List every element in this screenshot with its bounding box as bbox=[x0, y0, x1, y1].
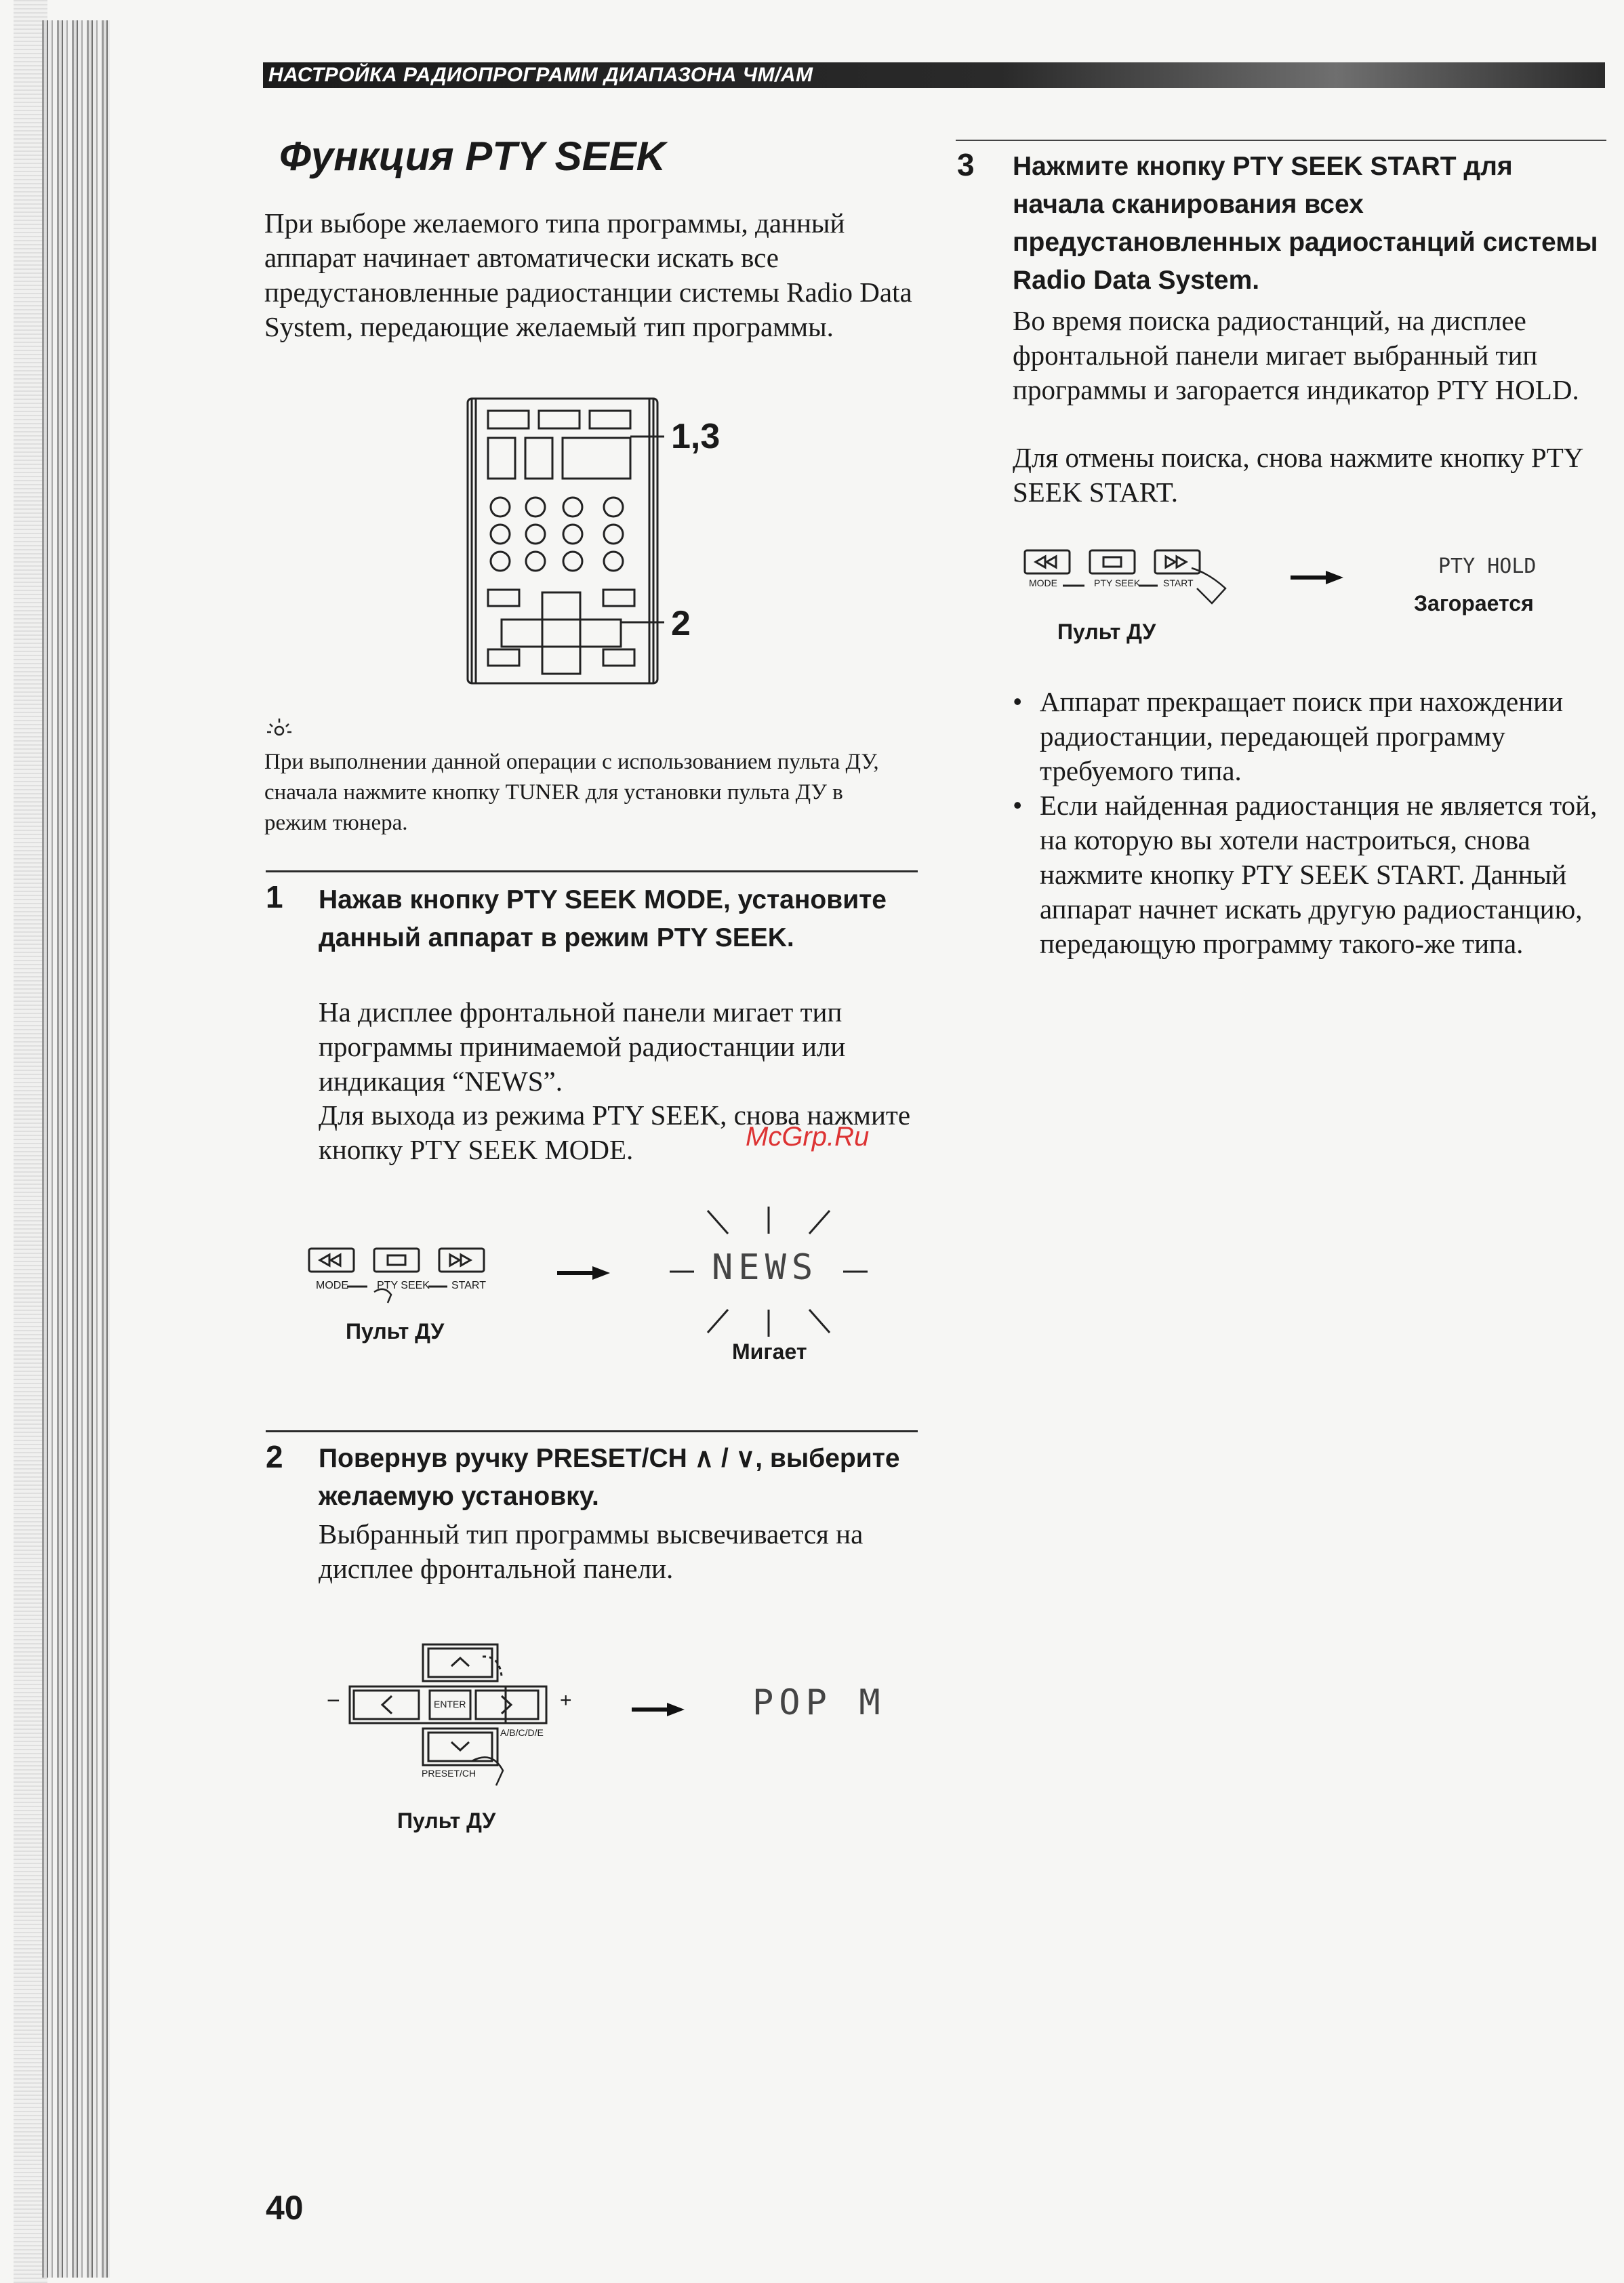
step2-display: POP M bbox=[752, 1682, 886, 1723]
step3-rule bbox=[956, 140, 1606, 141]
step1-display: NEWS bbox=[712, 1247, 819, 1288]
lightbulb-icon bbox=[266, 717, 293, 742]
list-item: • Аппарат прекращает поиск при нахождении радиостанции, передающей программу требуемого типа. bbox=[1010, 685, 1606, 788]
step1-btn-start-label: START bbox=[451, 1280, 486, 1291]
step3-display: PTY HOLD bbox=[1438, 554, 1537, 578]
step1-display-caption: Мигает bbox=[732, 1339, 807, 1364]
page-number: 40 bbox=[266, 2189, 304, 2227]
step1-remote-caption: Пульт ДУ bbox=[346, 1319, 445, 1343]
step1-btn-mode-label: MODE bbox=[316, 1280, 348, 1291]
step2-plus-label: + bbox=[560, 1689, 572, 1712]
step3-body1: Во время поиска радиостанций, на дисплее фронтальной панели мигает выбранный тип программы и загорается индикатор PTY HOLD. bbox=[1013, 305, 1579, 405]
step3-heading: Нажмите кнопку PTY SEEK START для начала сканирования всех предустановленных радиостанций системы Radio Data System. bbox=[1013, 152, 1598, 295]
step1-number: 1 bbox=[266, 879, 283, 914]
step2-remote-caption: Пульт ДУ bbox=[397, 1809, 496, 1833]
step2-heading: Повернув ручку PRESET/CH ∧ / ∨, выберите желаемую установку. bbox=[319, 1444, 900, 1511]
figure-label-1-3: 1,3 bbox=[671, 417, 720, 456]
intro-paragraph: При выборе желаемого типа программы, данный аппарат начинает автоматически искать все предустановленные радиостанции системы Radio Data System, передающие желаемый тип программы. bbox=[264, 207, 912, 342]
step3-btn-mode-label: MODE bbox=[1029, 578, 1057, 588]
step3-btn-start-label: START bbox=[1163, 578, 1194, 588]
step2-abcde-label: A/B/C/D/E bbox=[500, 1727, 544, 1738]
step3-body2: Для отмены поиска, снова нажмите кнопку PTY SEEK START. bbox=[1013, 442, 1583, 508]
step2-arrow-icon bbox=[632, 1701, 686, 1718]
step3-display-caption: Загорается bbox=[1414, 591, 1534, 615]
step3-number: 3 bbox=[957, 147, 975, 182]
page-title: Функция PTY SEEK bbox=[279, 134, 666, 179]
list-item: • Если найденная радиостанция не является той, на которую вы хотели настроиться, снова нажмите кнопку PTY SEEK START. Данный аппарат начнет искать другую радиостанцию, передающую программу такого-же типа. bbox=[1010, 788, 1606, 961]
step1-arrow-icon bbox=[557, 1265, 611, 1281]
figure-label-2: 2 bbox=[671, 604, 691, 643]
step3-btn-ptyseek-label: PTY SEEK bbox=[1094, 578, 1141, 588]
step3-remote-buttons bbox=[1022, 546, 1239, 607]
step1-body2: Для выхода из режима PTY SEEK, снова нажмите кнопку PTY SEEK MODE. bbox=[319, 1099, 911, 1165]
scan-binding-edge bbox=[42, 20, 110, 2278]
step2-enter-label: ENTER bbox=[434, 1699, 466, 1710]
tip-text: При выполнении данной операции с использованием пульта ДУ, сначала нажмите кнопку TUNER для установки пульта ДУ в режим тюнера. bbox=[264, 750, 879, 835]
step2-number: 2 bbox=[266, 1439, 283, 1474]
step3-remote-caption: Пульт ДУ bbox=[1057, 620, 1156, 644]
step1-body1: На дисплее фронтальной панели мигает тип программы принимаемой радиостанции или индикация “NEWS”. bbox=[319, 996, 846, 1097]
step2-body: Выбранный тип программы высвечивается на дисплее фронтальной панели. bbox=[319, 1518, 864, 1584]
step1-btn-ptyseek-label: PTY SEEK bbox=[377, 1280, 430, 1291]
notes-list bbox=[1010, 685, 1606, 961]
section-header-bar: НАСТРОЙКА РАДИОПРОГРАММ ДИАПАЗОНА ЧМ/АМ bbox=[263, 62, 1605, 88]
step2-preset-label: PRESET/CH bbox=[422, 1768, 476, 1779]
step1-rule bbox=[266, 870, 918, 872]
step2-minus-label: − bbox=[327, 1688, 340, 1714]
step1-remote-buttons bbox=[306, 1245, 496, 1306]
step1-heading: Нажав кнопку PTY SEEK MODE, установите данный аппарат в режим PTY SEEK. bbox=[319, 885, 887, 952]
watermark: McGrp.Ru bbox=[746, 1122, 870, 1152]
step3-arrow-icon bbox=[1291, 569, 1345, 586]
step2-rule bbox=[266, 1430, 918, 1432]
